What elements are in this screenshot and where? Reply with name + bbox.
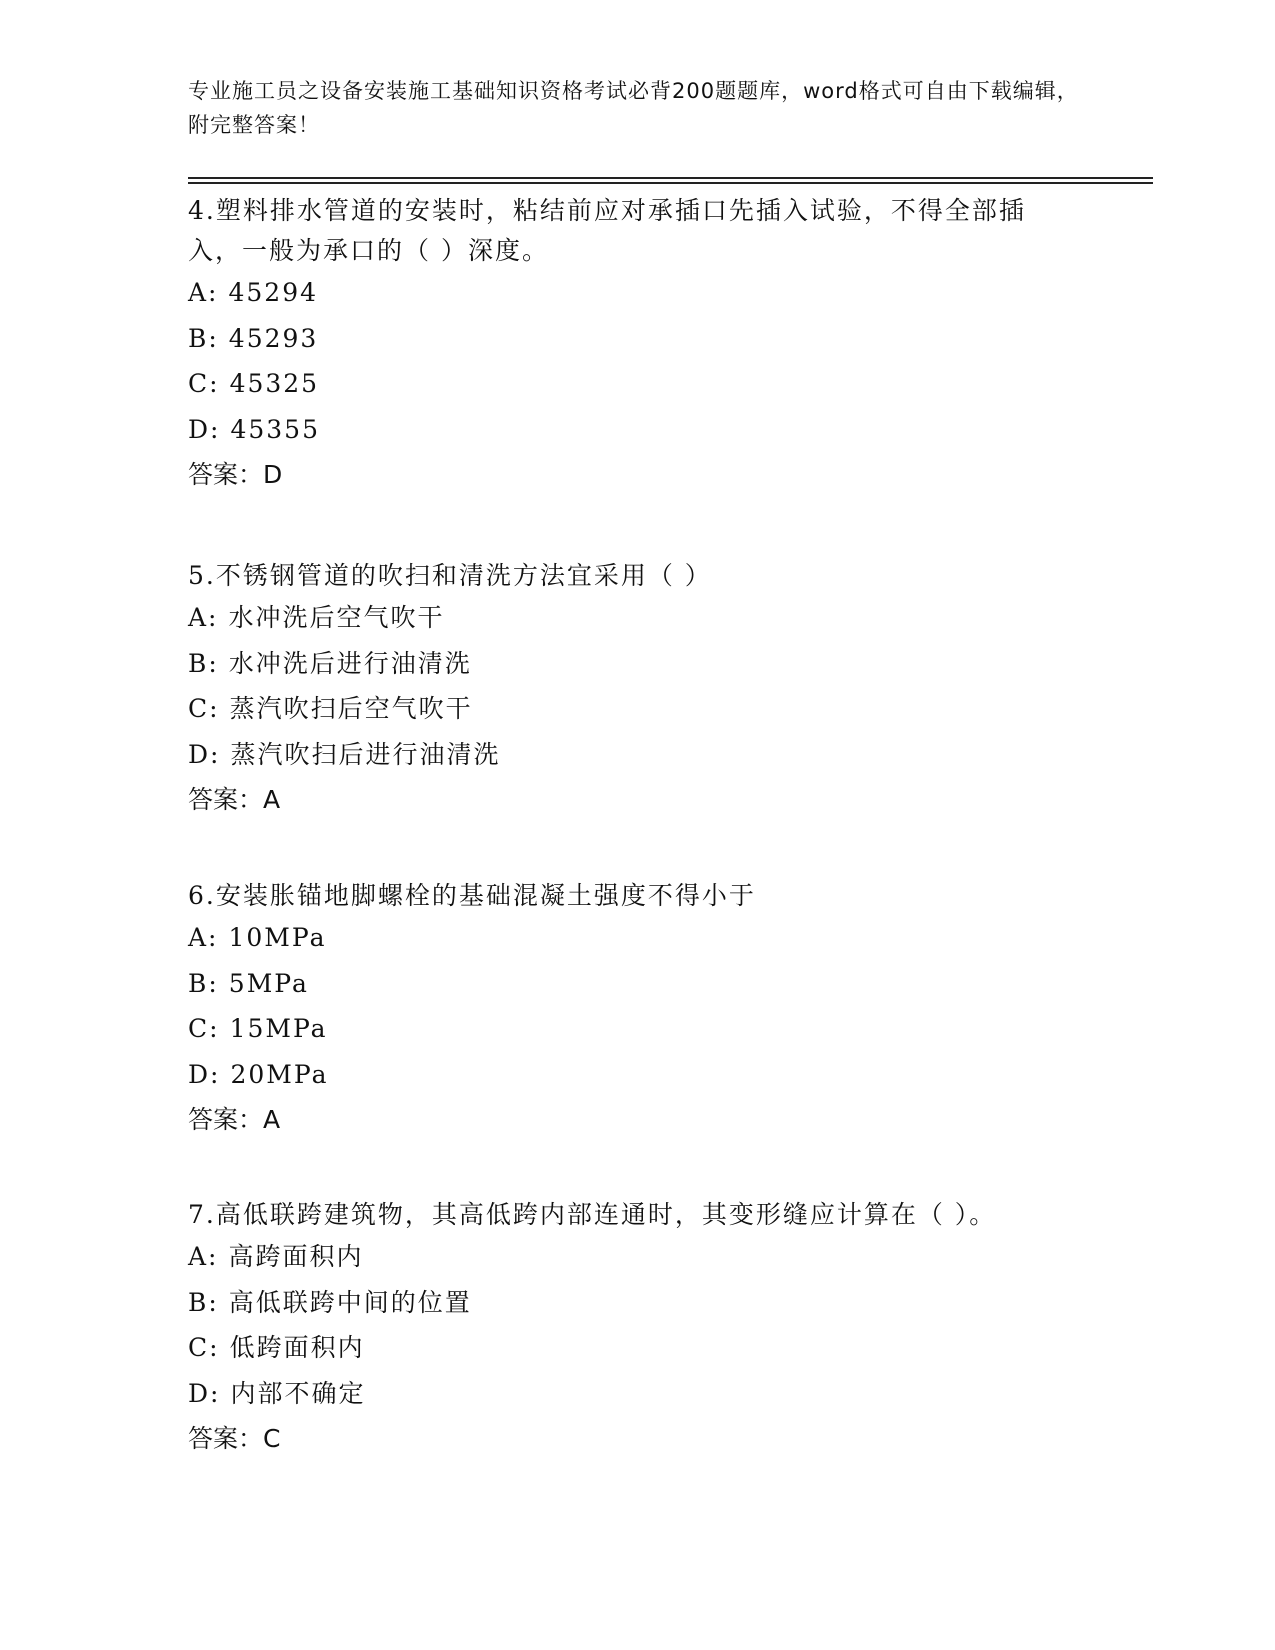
option-letter: C: (188, 694, 220, 723)
option-letter: D: (188, 1378, 221, 1408)
option-letter: A: (188, 603, 219, 632)
document-header: 专业施工员之设备安装施工基础知识资格考试必背200题题库，word格式可自由下载编辑，附完整答案！ (188, 79, 1079, 137)
question-7 (188, 1195, 1068, 1456)
option-c (188, 692, 1068, 726)
option-letter: D: (188, 1059, 221, 1089)
answer-line: 答案：A (188, 1105, 281, 1134)
answer-line: 答案：D (188, 460, 283, 489)
option-letter: B: (188, 648, 219, 678)
option-letter: C: (188, 369, 220, 398)
option-letter: A: (188, 1242, 219, 1271)
option-c (188, 1331, 1068, 1365)
option-letter: B: (188, 1287, 219, 1317)
option-text: 45355 (230, 414, 320, 444)
option-letter: B: (188, 323, 219, 353)
option-c (188, 1012, 1068, 1046)
option-b (188, 322, 1068, 356)
question-stem: 7.高低联跨建筑物，其高低跨内部连通时，其变形缝应计算在（ ）。 (188, 1200, 997, 1229)
option-text: 45325 (229, 369, 320, 398)
option-text: 20MPa (230, 1059, 329, 1089)
question-stem: 6.安装胀锚地脚螺栓的基础混凝土强度不得小于 (188, 881, 756, 910)
option-text: 蒸汽吹扫后进行油清洗 (230, 739, 501, 769)
option-letter: D: (188, 739, 221, 769)
option-text: 水冲洗后进行油清洗 (228, 648, 472, 678)
option-text: 5MPa (228, 968, 309, 998)
option-text: 水冲洗后空气吹干 (228, 603, 445, 632)
option-text: 低跨面积内 (229, 1333, 365, 1362)
option-text: 45294 (228, 278, 319, 307)
option-letter: D: (188, 414, 221, 444)
option-d (188, 413, 1068, 447)
option-b (188, 967, 1068, 1001)
option-text: 45293 (228, 323, 319, 353)
option-text: 蒸汽吹扫后空气吹干 (229, 694, 473, 723)
option-letter: C: (188, 1014, 220, 1043)
option-d (188, 1058, 1068, 1092)
answer-line: 答案：A (188, 785, 281, 814)
option-b (188, 1286, 1068, 1320)
option-b (188, 647, 1068, 681)
option-d (188, 738, 1068, 772)
option-letter: A: (188, 923, 219, 952)
answer-line: 答案：C (188, 1424, 281, 1453)
option-a (188, 276, 1068, 310)
option-c (188, 367, 1068, 401)
header-divider-top (188, 177, 1153, 179)
option-text: 高低联跨中间的位置 (228, 1287, 472, 1317)
option-letter: C: (188, 1333, 220, 1362)
option-text: 10MPa (228, 923, 327, 952)
header-divider-bottom (188, 182, 1153, 184)
question-5 (188, 556, 1068, 817)
option-text: 内部不确定 (230, 1378, 366, 1408)
question-4 (188, 191, 1068, 492)
option-a (188, 601, 1068, 635)
question-stem: 5.不锈钢管道的吹扫和清洗方法宜采用（ ） (188, 561, 712, 590)
option-letter: A: (188, 278, 219, 307)
option-text: 高跨面积内 (228, 1242, 364, 1271)
option-text: 15MPa (229, 1014, 328, 1043)
option-letter: B: (188, 968, 219, 998)
option-a (188, 1240, 1068, 1274)
option-d (188, 1377, 1068, 1411)
question-stem: 4.塑料排水管道的安装时，粘结前应对承插口先插入试验，不得全部插入，一般为承口的（ ）深度。 (188, 196, 1026, 265)
question-6 (188, 876, 1068, 1137)
option-a (188, 921, 1068, 955)
